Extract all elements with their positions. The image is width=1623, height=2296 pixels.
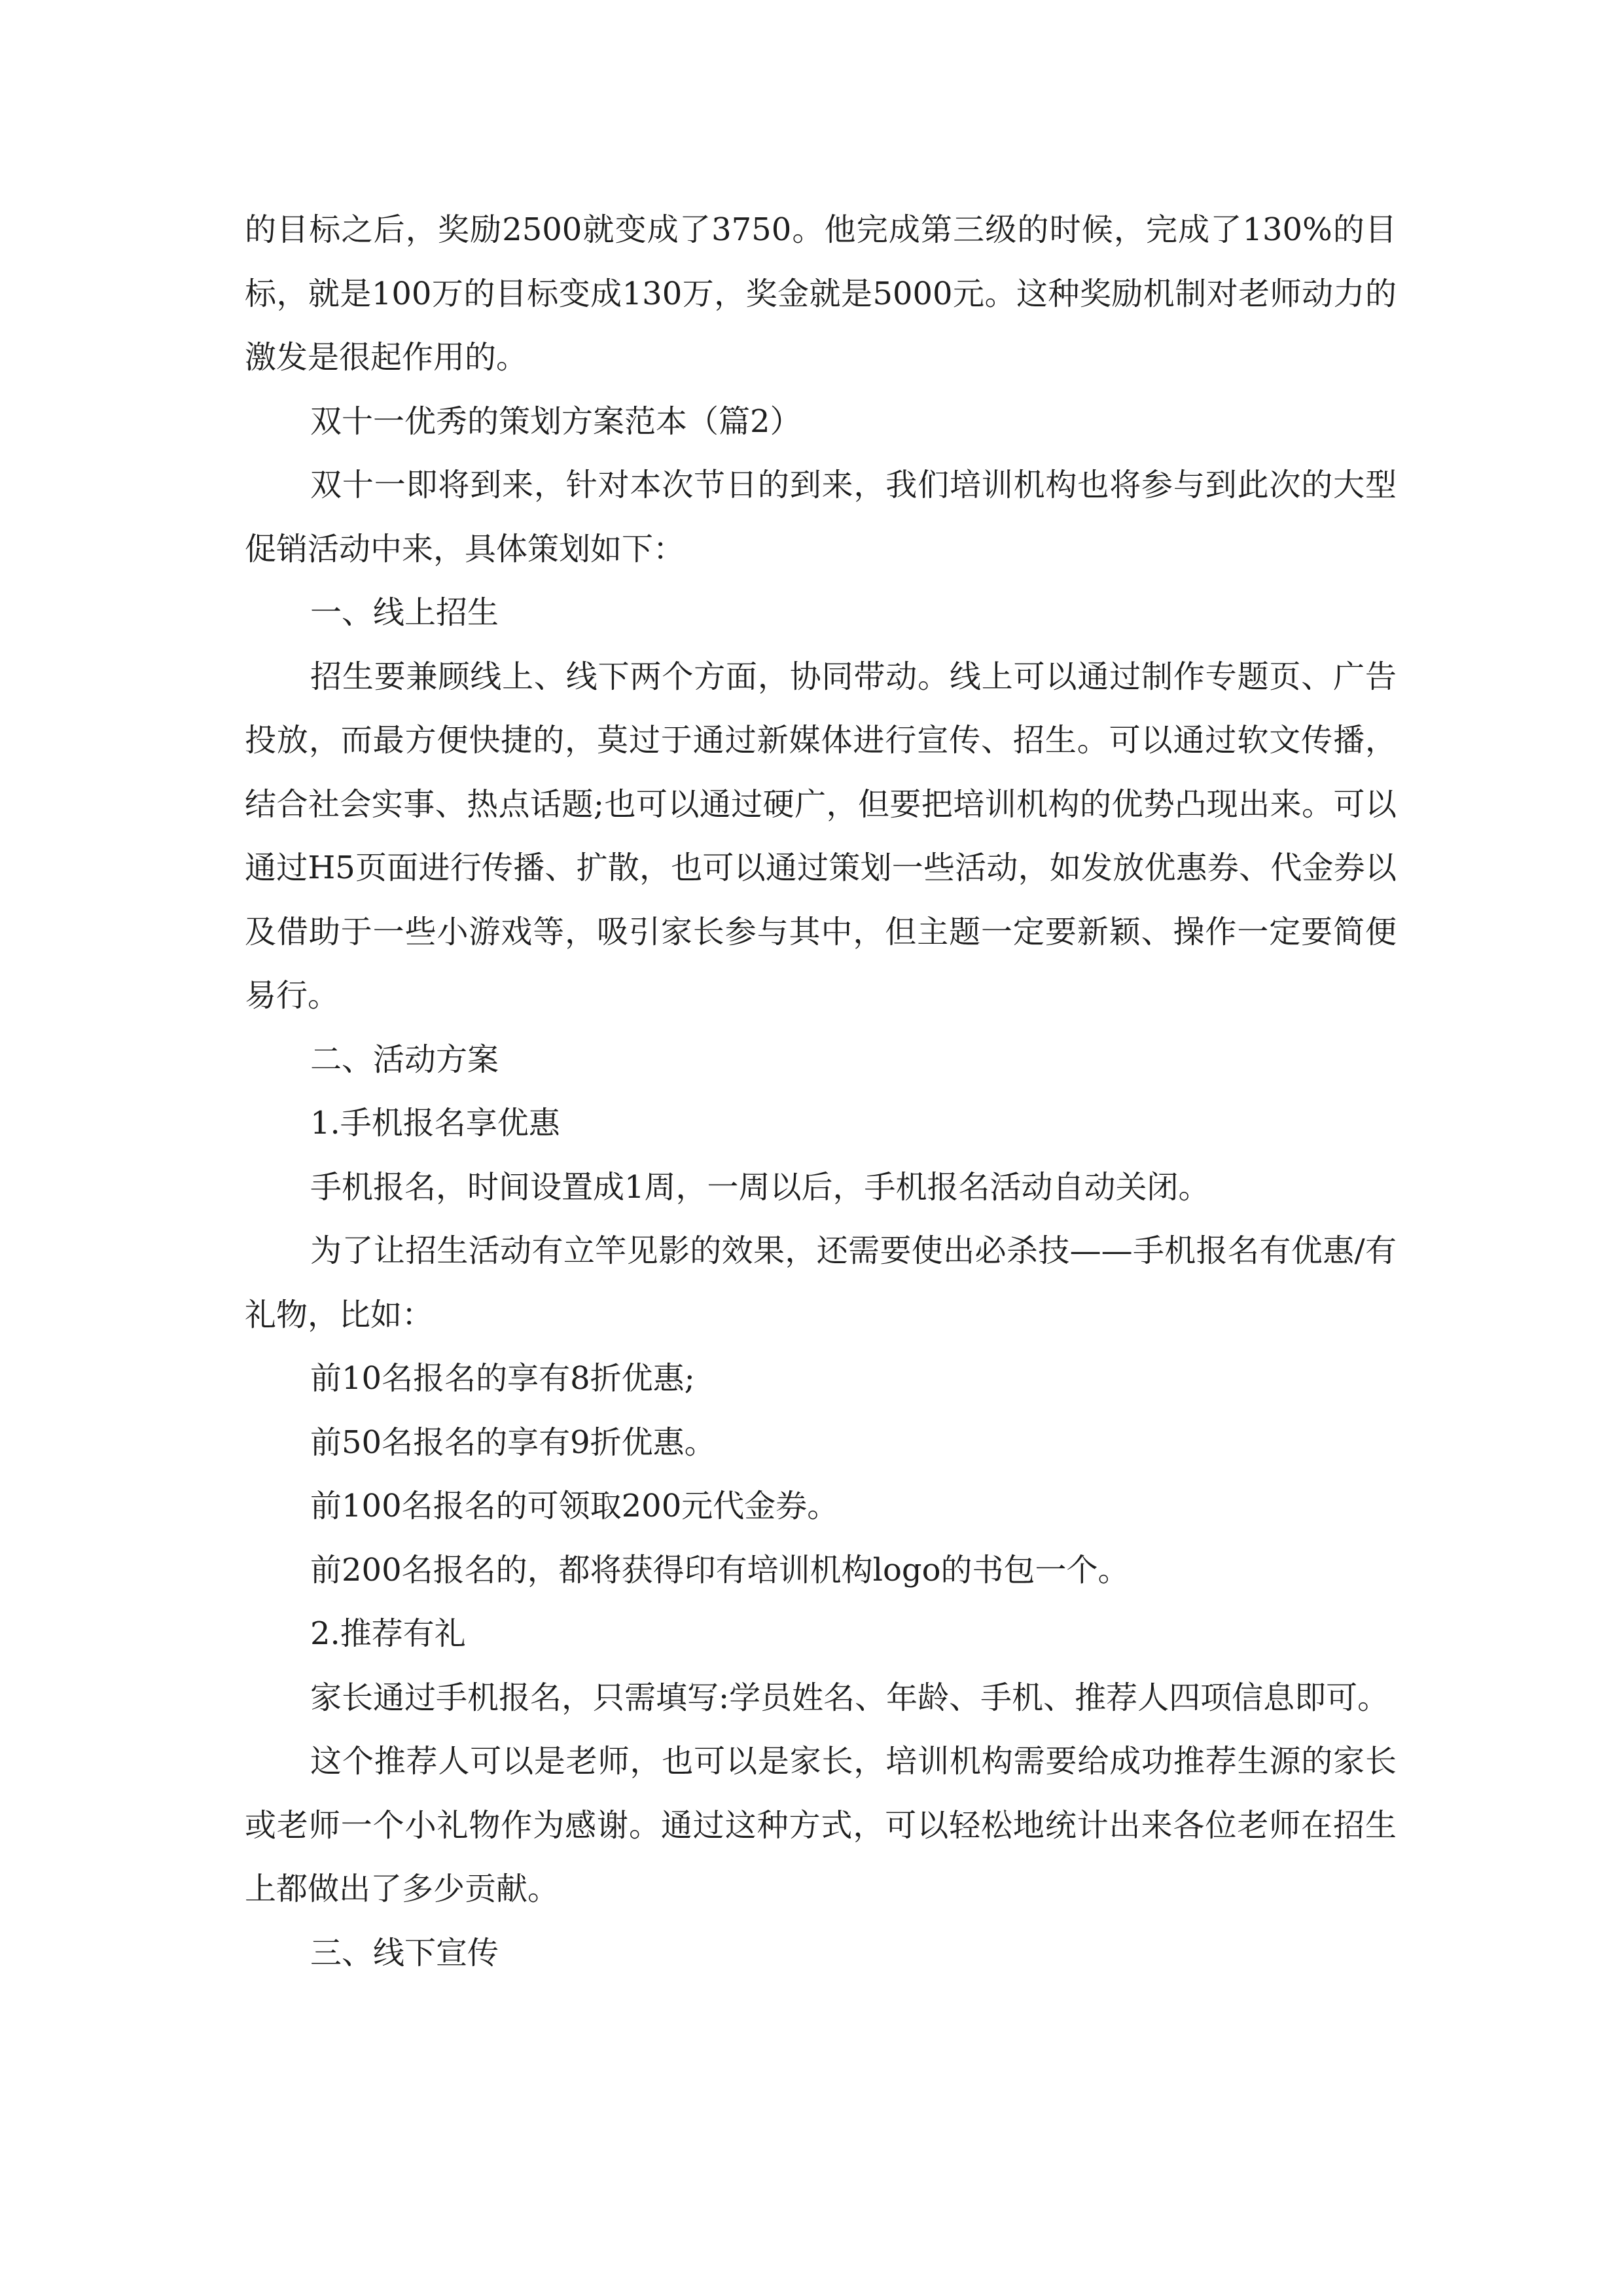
list-item-top-100: 前100名报名的可领取200元代金券。 <box>310 1488 839 1524</box>
subheading-referral: 2.推荐有礼 <box>310 1615 466 1652</box>
heading-online-enrollment: 一、线上招生 <box>310 594 499 631</box>
document-body <box>245 198 1397 1985</box>
paragraph-referral-form: 家长通过手机报名，只需填写:学员姓名、年龄、手机、推荐人四项信息即可。 <box>310 1679 1389 1716</box>
subheading-mobile-signup: 1.手机报名享优惠 <box>310 1105 560 1141</box>
heading-activity-plan: 二、活动方案 <box>310 1041 499 1078</box>
list-item-top-200: 前200名报名的，都将获得印有培训机构logo的书包一个。 <box>310 1551 1130 1588</box>
paragraph-signup-offers: 为了让招生活动有立竿见影的效果，还需要使出必杀技——手机报名有优惠/有礼物，比如： <box>245 1232 1397 1333</box>
list-item-top-50: 前50名报名的享有9折优惠。 <box>310 1424 716 1461</box>
paragraph-continuation: 的目标之后，奖励2500就变成了3750。他完成第三级的时候，完成了130%的目标，就是100万的目标变成130万，奖金就是5000元。这种奖励机制对老师动力的激发是很起作用的。 <box>245 211 1397 376</box>
paragraph-mobile-signup: 手机报名，时间设置成1周，一周以后，手机报名活动自动关闭。 <box>310 1168 1210 1206</box>
heading-offline-promotion: 三、线下宣传 <box>310 1934 499 1971</box>
paragraph-referral-reward: 这个推荐人可以是老师，也可以是家长，培训机构需要给成功推荐生源的家长或老师一个小礼物作为感谢。通过这种方式，可以轻松地统计出来各位老师在招生上都做出了多少贡献。 <box>245 1743 1397 1907</box>
list-item-top-10: 前10名报名的享有8折优惠; <box>310 1360 695 1397</box>
section-title-part-2: 双十一优秀的策划方案范本（篇2） <box>310 403 802 440</box>
paragraph-online-enrollment: 招生要兼顾线上、线下两个方面，协同带动。线上可以通过制作专题页、广告投放，而最方便快捷的，莫过于通过新媒体进行宣传、招生。可以通过软文传播，结合社会实事、热点话题;也可以通过硬广，但要把培训机构的优势凸现出来。可以通过H5页面进行传播、扩散，也可以通过策划一些活动，如发放优惠券、代金券以及借助于一些小游戏等，吸引家长参与其中，但主题一定要新颖、操作一定要简便易行。 <box>245 658 1397 1014</box>
paragraph-intro: 双十一即将到来，针对本次节日的到来，我们培训机构也将参与到此次的大型促销活动中来，具体策划如下： <box>245 467 1397 567</box>
